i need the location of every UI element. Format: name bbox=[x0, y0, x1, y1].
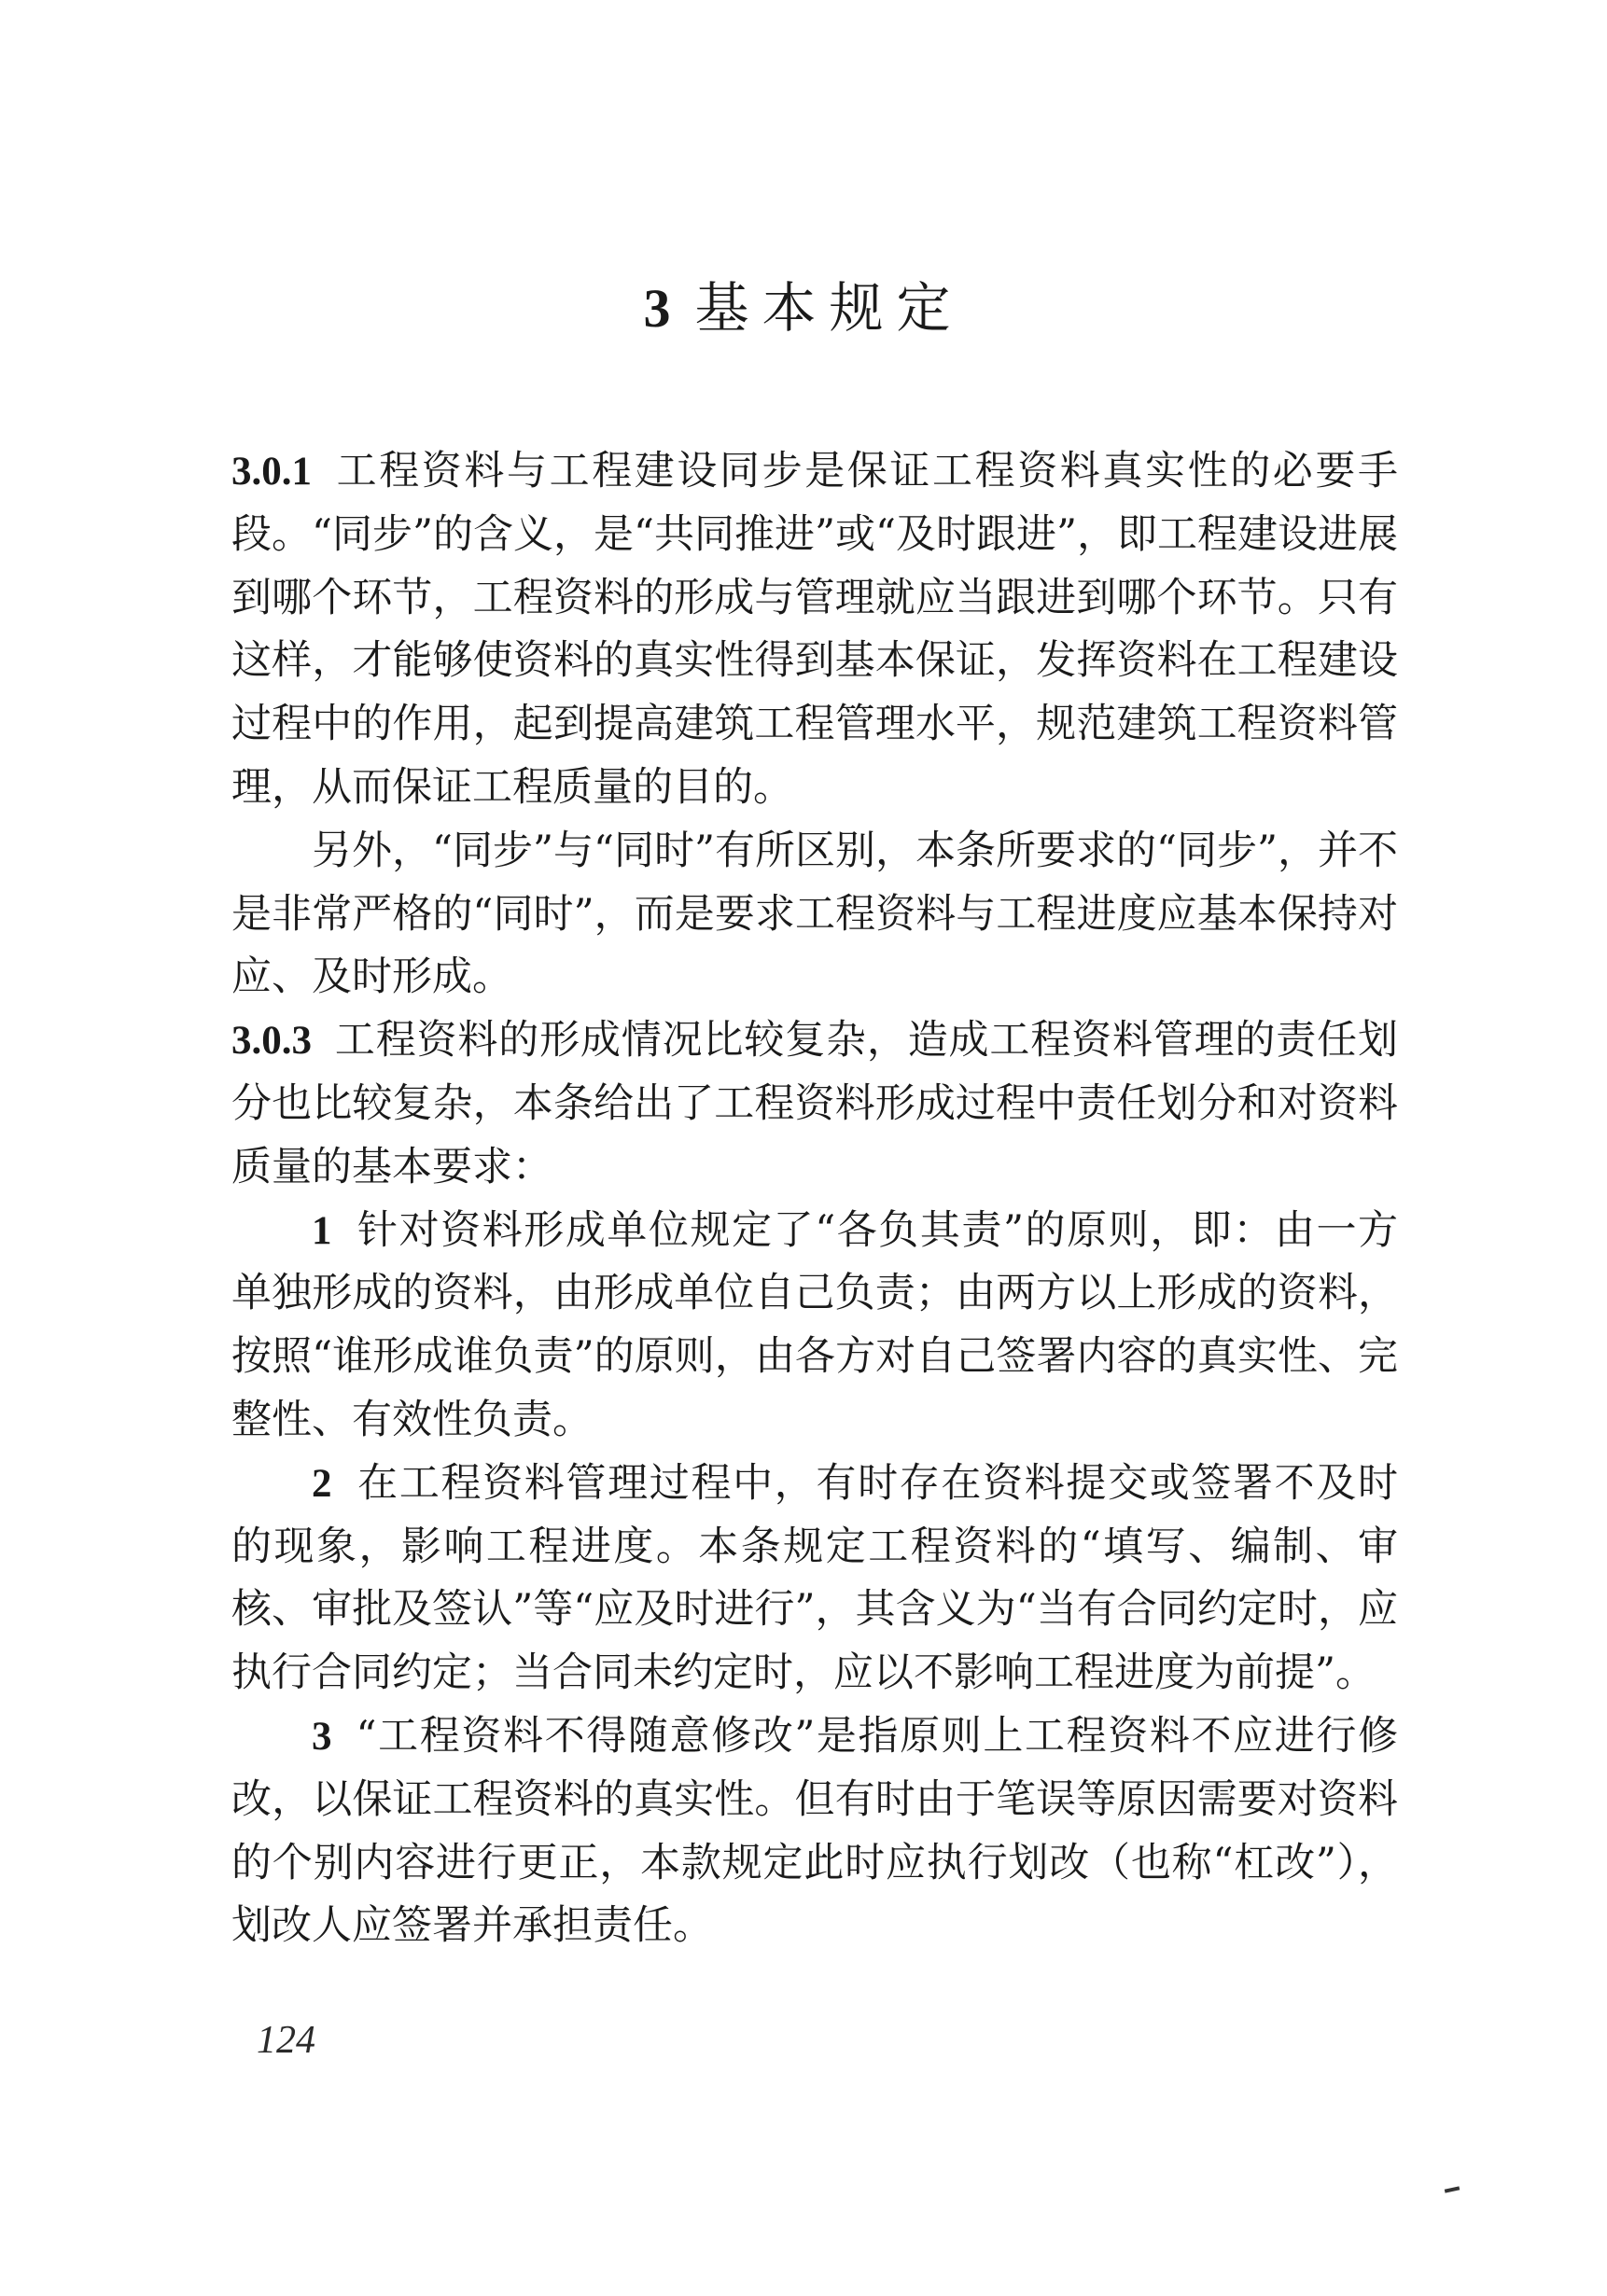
chapter-title bbox=[0, 275, 1607, 341]
clause-number: 3.0.1 bbox=[231, 450, 312, 494]
clause-text: 另外，“同步”与“同时”有所区别，本条所要求的“同步”，并不是非常严格的“同时”，而是要求工程资料与工程进度应基本保持对应、及时形成。 bbox=[231, 827, 1398, 1001]
item-text: 针对资料形成单位规定了“各负其责”的原则，即：由一方单独形成的资料，由形成单位自己负责；由两方以上形成的资料，按照“谁形成谁负责”的原则，由各方对自己签署内容的真实性、完整性、有效性负责。 bbox=[231, 1206, 1398, 1443]
clause-item-3 bbox=[231, 1705, 1398, 1958]
chapter-title-text: 基本规定 bbox=[694, 276, 964, 340]
item-text: “工程资料不得随意修改”是指原则上工程资料不应进行修改，以保证工程资料的真实性。但有时由于笔误等原因需要对资料的个别内容进行更正，本款规定此时应执行划改（也称“杠改”），划改人应签署并承担责任。 bbox=[231, 1712, 1398, 1950]
clause-3-0-1-paragraph-2 bbox=[231, 820, 1398, 1009]
page-number: 124 bbox=[257, 2019, 315, 2062]
scan-artifact-mark bbox=[1445, 2186, 1460, 2192]
clause-text: 工程资料的形成情况比较复杂，造成工程资料管理的责任划分也比较复杂，本条给出了工程资料形成过程中责任划分和对资料质量的基本要求： bbox=[231, 1017, 1398, 1190]
body-text bbox=[231, 440, 1398, 1958]
item-number: 2 bbox=[312, 1461, 332, 1506]
item-number: 3 bbox=[312, 1714, 332, 1759]
chapter-number: 3 bbox=[643, 278, 671, 339]
clause-text: 工程资料与工程建设同步是保证工程资料真实性的必要手段。“同步”的含义，是“共同推进”或“及时跟进”，即工程建设进展到哪个环节，工程资料的形成与管理就应当跟进到哪个环节。只有这样，才能够使资料的真实性得到基本保证，发挥资料在工程建设过程中的作用，起到提高建筑工程管理水平，规范建筑工程资料管理，从而保证工程质量的目的。 bbox=[231, 448, 1398, 811]
clause-item-1 bbox=[231, 1200, 1398, 1453]
clause-3-0-1-paragraph bbox=[231, 440, 1398, 820]
clause-3-0-3-intro bbox=[231, 1009, 1398, 1199]
item-number: 1 bbox=[312, 1208, 332, 1253]
clause-item-2 bbox=[231, 1453, 1398, 1705]
item-text: 在工程资料管理过程中，有时存在资料提交或签署不及时的现象，影响工程进度。本条规定工程资料的“填写、编制、审核、审批及签认”等“应及时进行”，其含义为“当有合同约定时，应执行合同约定；当合同未约定时，应以不影响工程进度为前提”。 bbox=[231, 1459, 1398, 1697]
clause-number: 3.0.3 bbox=[231, 1019, 312, 1064]
